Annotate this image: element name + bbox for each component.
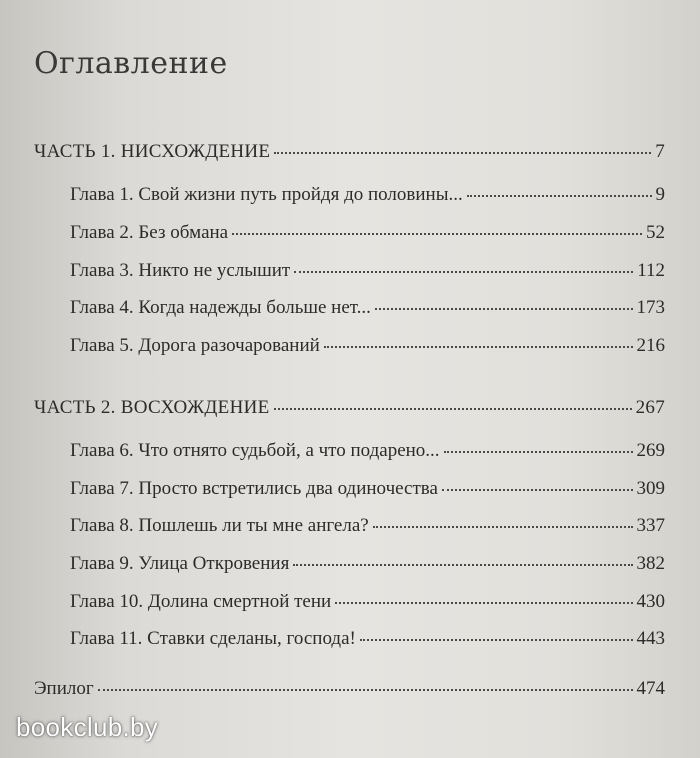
chapter-label: Глава 8. Пошлешь ли ты мне ангела? — [70, 515, 369, 536]
toc-chapter-4 — [70, 293, 665, 323]
chapter-page: 112 — [637, 260, 665, 281]
toc-chapter-3 — [70, 256, 665, 286]
dot-leader — [274, 408, 632, 410]
chapter-page: 382 — [636, 553, 665, 574]
chapter-page: 216 — [636, 335, 665, 356]
toc-chapter-8 — [70, 511, 665, 541]
chapter-label: Глава 11. Ставки сделаны, господа! — [70, 628, 356, 649]
chapter-label: Глава 2. Без обмана — [70, 222, 229, 243]
dot-leader — [375, 308, 633, 310]
chapter-page: 269 — [636, 440, 665, 461]
dot-leader — [360, 639, 633, 641]
toc-chapter-1 — [70, 180, 665, 210]
chapter-page: 52 — [646, 222, 665, 243]
chapter-label: Глава 7. Просто встретились два одиночества — [70, 478, 438, 499]
toc-chapter-7 — [70, 474, 665, 504]
dot-leader — [442, 489, 633, 491]
chapter-label: Глава 5. Дорога разочарований — [70, 335, 320, 356]
dot-leader — [467, 195, 652, 197]
toc-part-2 — [34, 393, 665, 423]
chapter-page: 337 — [636, 515, 665, 536]
dot-leader — [373, 526, 633, 528]
toc-chapter-6 — [70, 436, 665, 466]
dot-leader — [232, 233, 642, 235]
chapter-label: Глава 4. Когда надежды больше нет... — [70, 297, 371, 318]
dot-leader — [98, 689, 633, 691]
toc-epilog — [34, 674, 665, 704]
toc-chapter-11 — [70, 624, 665, 654]
toc-chapter-9 — [70, 549, 665, 579]
dot-leader — [274, 152, 651, 154]
part-1-label: ЧАСТЬ 1. НИСХОЖДЕНИЕ — [34, 141, 271, 162]
dot-leader — [335, 602, 632, 604]
chapter-page: 443 — [636, 628, 665, 649]
chapter-label: Глава 10. Долина смертной тени — [70, 591, 332, 612]
part-2-label: ЧАСТЬ 2. ВОСХОЖДЕНИЕ — [34, 397, 270, 418]
epilog-page: 474 — [636, 678, 665, 699]
dot-leader — [444, 451, 633, 453]
chapter-page: 9 — [655, 184, 665, 205]
chapter-label: Глава 6. Что отнято судьбой, а что подарено... — [70, 440, 440, 461]
chapter-page: 173 — [636, 297, 665, 318]
chapter-page: 430 — [636, 591, 665, 612]
chapter-page: 309 — [636, 478, 665, 499]
toc-chapter-10 — [70, 587, 665, 617]
toc-chapter-2 — [70, 218, 665, 248]
toc-chapter-5 — [70, 331, 665, 361]
toc-title: Оглавление — [34, 46, 228, 81]
chapter-label: Глава 9. Улица Откровения — [70, 553, 290, 574]
part-1-page: 7 — [655, 141, 665, 162]
toc-part-1 — [34, 137, 665, 167]
chapter-label: Глава 3. Никто не услышит — [70, 260, 291, 281]
watermark: bookclub.by — [16, 712, 159, 742]
dot-leader — [294, 271, 633, 273]
dot-leader — [324, 346, 633, 348]
dot-leader — [293, 564, 632, 566]
part-2-page: 267 — [635, 397, 665, 418]
chapter-label: Глава 1. Свой жизни путь пройдя до половины... — [70, 184, 463, 205]
epilog-label: Эпилог — [34, 678, 94, 699]
